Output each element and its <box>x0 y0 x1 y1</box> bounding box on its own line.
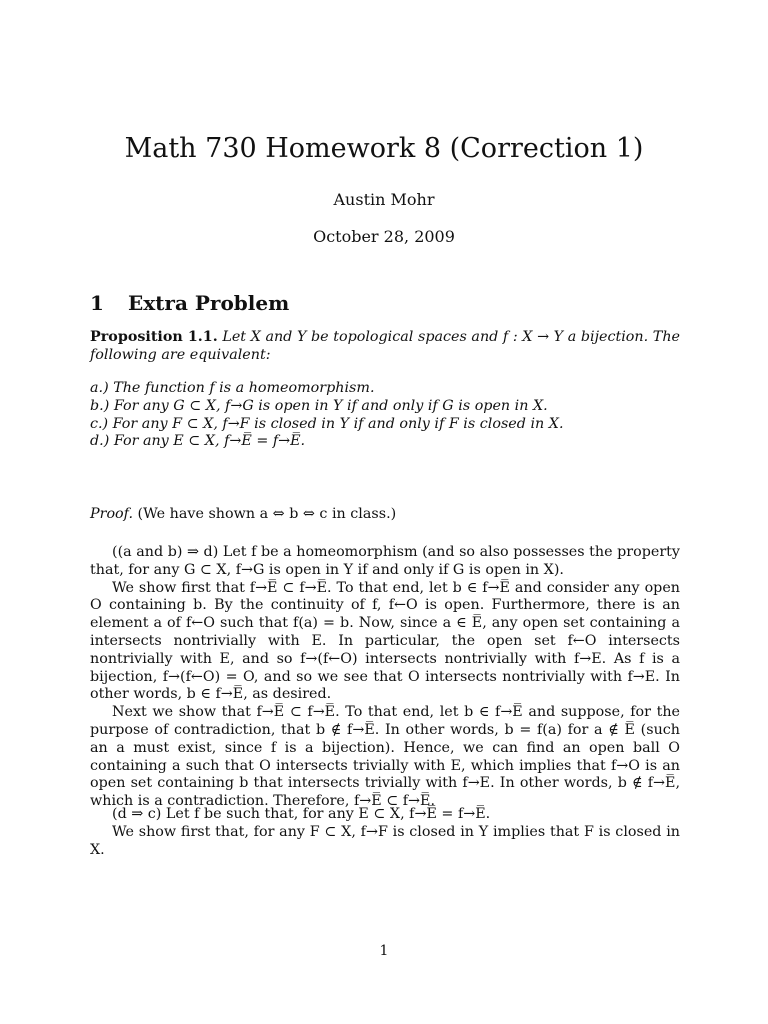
document-date: October 28, 2009 <box>313 227 455 246</box>
paragraph: ((a and b) ⇒ d) Let f be a homeomorphism (and so also possesses the property that, for any G ⊂ X, f→G is open in Y if and only if G is open in X). <box>90 544 680 578</box>
page-number: 1 <box>379 943 389 959</box>
proposition <box>90 329 680 365</box>
document-title: Math 730 Homework 8 (Correction 1) <box>124 133 644 164</box>
proof-intro <box>90 506 680 524</box>
paragraph: Next we show that f→E̅ ⊂ f→E̅. To that end, let b ∈ f→E̅ and suppose, for the purpose of contradiction, that b ∉ f→E̅. In other words, b = f(a) for a ∉ E̅ (such an a must exist, since f is a bijection). Hence, we can find an open ball O containing a such that O intersects trivially with E, which implies that f→O is an open set containing b that intersects trivially with f→E. In other words, b ∉ f→E̅, which is a contradiction. Therefore, f→E̅ ⊂ f→E̅. <box>90 704 680 810</box>
proposition-text: Let X and Y be topological spaces and f : X → Y a bijection. The following are equivalent: <box>90 329 680 363</box>
item-d: d.) For any E ⊂ X, f→E̅ = f→E̅. <box>90 433 306 450</box>
proposition-items <box>90 380 680 451</box>
item-a: a.) The function f is a homeomorphism. <box>90 380 375 396</box>
paragraph: (d ⇒ c) Let f be such that, for any E ⊂ X, f→E̅ = f→E̅. <box>112 806 491 822</box>
proof-body-1 <box>90 544 680 811</box>
item-c: c.) For any F ⊂ X, f→F is closed in Y if and only if F is closed in X. <box>90 415 564 432</box>
document-author: Austin Mohr <box>333 190 435 209</box>
section-title: Extra Problem <box>128 291 290 315</box>
item-b: b.) For any G ⊂ X, f→G is open in Y if and only if G is open in X. <box>90 397 548 414</box>
proposition-label: Proposition 1.1. <box>90 329 218 345</box>
section-number: 1 <box>90 291 104 315</box>
paragraph: We show first that, for any F ⊂ X, f→F is closed in Y implies that F is closed in X. <box>90 823 680 858</box>
proof-body-2 <box>90 806 680 859</box>
paragraph: We show first that f→E̅ ⊂ f→E̅. To that end, let b ∈ f→E̅ and consider any open O containing b. By the continuity of f, f←O is open. Furthermore, there is an element a of f←O such that f(a) = b. Now, since a ∈ E̅, any open set containing a intersects nontrivially with E. In particular, the open set f←O intersects nontrivially with E, and so f→(f←O) intersects nontrivially with f→E. As f is a bijection, f→(f←O) = O, and so we see that O intersects nontrivially with f→E. In other words, b ∈ f→E̅, as desired. <box>90 579 680 703</box>
proof-label: Proof. <box>90 506 133 522</box>
section-heading <box>90 290 289 316</box>
proof-intro-text: (We have shown a ⇔ b ⇔ c in class.) <box>137 506 397 522</box>
